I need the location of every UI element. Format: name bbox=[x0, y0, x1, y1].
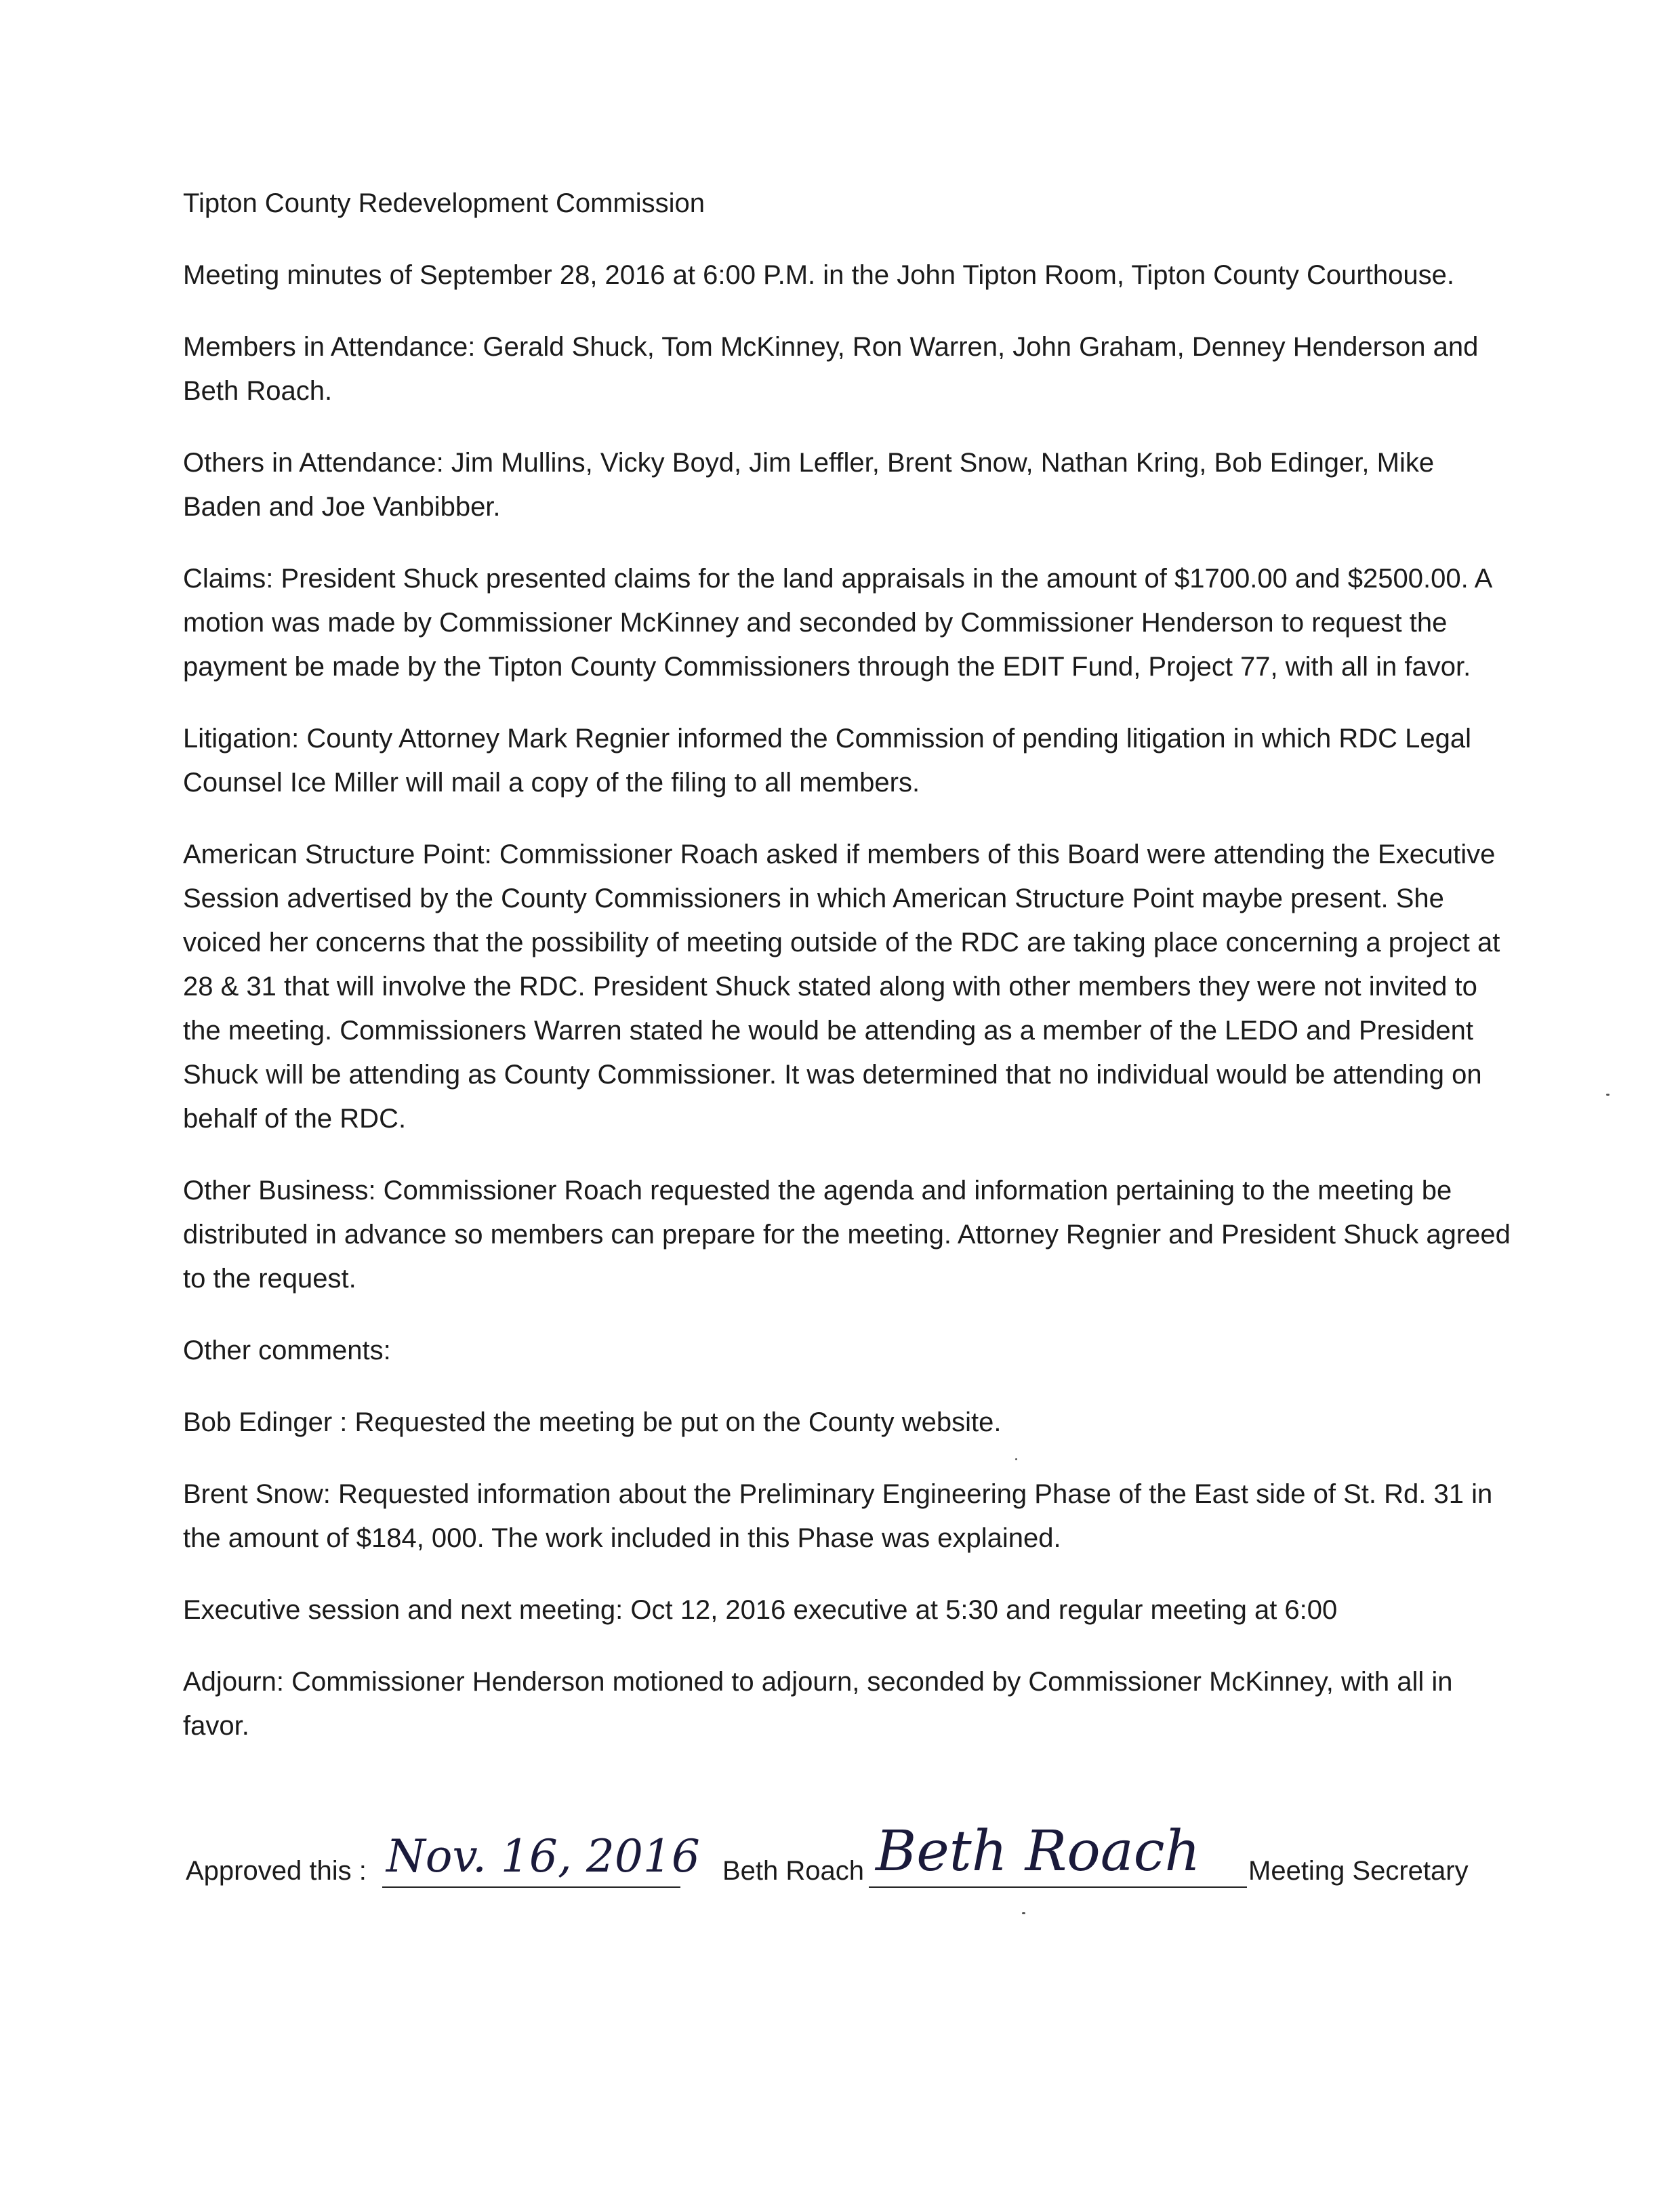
other-comments-heading: Other comments: bbox=[183, 1336, 391, 1365]
meeting-info-paragraph: Meeting minutes of September 28, 2016 at 6:00 P.M. in the John Tipton Room, Tipton County Courthouse. bbox=[183, 260, 1454, 290]
comment-brent-snow: Brent Snow: Requested information about the Preliminary Engineering Phase of the East side of St. Rd. 31 in the amount of $184, 000. The work included in this Phase was explained. bbox=[183, 1479, 1493, 1553]
adjourn-paragraph: Adjourn: Commissioner Henderson motioned to adjourn, seconded by Commissioner McKinney, with all in favor. bbox=[183, 1667, 1453, 1741]
approved-date-handwriting: Nov. 16, 2016 bbox=[386, 1830, 700, 1882]
next-meeting-paragraph: Executive session and next meeting: Oct 12, 2016 executive at 5:30 and regular meeting at 6:00 bbox=[183, 1595, 1338, 1625]
secretary-signature: Beth Roach bbox=[876, 1819, 1201, 1884]
signature-block bbox=[183, 1819, 1511, 1904]
scan-speck bbox=[1022, 1912, 1025, 1914]
secretary-name: Beth Roach bbox=[722, 1856, 865, 1886]
members-attendance-paragraph: Members in Attendance: Gerald Shuck, Tom McKinney, Ron Warren, John Graham, Denney Henderson and Beth Roach. bbox=[183, 332, 1479, 406]
comment-bob-edinger: Bob Edinger : Requested the meeting be put on the County website. bbox=[183, 1407, 1002, 1437]
document-heading: Tipton County Redevelopment Commission bbox=[183, 188, 705, 218]
others-attendance-paragraph: Others in Attendance: Jim Mullins, Vicky Boyd, Jim Leffler, Brent Snow, Nathan Kring, Bob Edinger, Mike Baden and Joe Vanbibber. bbox=[183, 448, 1435, 522]
approved-label: Approved this : bbox=[186, 1856, 367, 1886]
approved-date-line bbox=[382, 1886, 680, 1888]
secretary-signature-line bbox=[869, 1886, 1247, 1888]
secretary-title: Meeting Secretary bbox=[1248, 1856, 1469, 1886]
scan-speck bbox=[1015, 1458, 1017, 1460]
other-business-paragraph: Other Business: Commissioner Roach requested the agenda and information pertaining to the meeting be distributed in advance so members can prepare for the meeting. Attorney Regnier and President Shuck agreed to the request. bbox=[183, 1176, 1511, 1294]
scan-speck bbox=[1606, 1094, 1610, 1096]
claims-paragraph: Claims: President Shuck presented claims for the land appraisals in the amount of $1700.00 and $2500.00. A motion was made by Commissioner McKinney and seconded by Commissioner Henderson to request the payment be made by the Tipton County Commissioners through the EDIT Fund, Project 77, with all in favor. bbox=[183, 564, 1492, 682]
american-structure-point-paragraph: American Structure Point: Commissioner Roach asked if members of this Board were attending the Executive Session advertised by the County Commissioners in which American Structure Point maybe present. She voiced her concerns that the possibility of meeting outside of the RDC are taking place concerning a project at 28 & 31 that will involve the RDC. President Shuck stated along with other members they were not invited to the meeting. Commissioners Warren stated he would be attending as a member of the LEDO and President Shuck will be attending as County Commissioner. It was determined that no individual would be attending on behalf of the RDC. bbox=[183, 840, 1500, 1134]
minutes-body bbox=[183, 182, 1511, 1776]
litigation-paragraph: Litigation: County Attorney Mark Regnier informed the Commission of pending litigation in which RDC Legal Counsel Ice Miller will mail a copy of the filing to all members. bbox=[183, 724, 1471, 798]
